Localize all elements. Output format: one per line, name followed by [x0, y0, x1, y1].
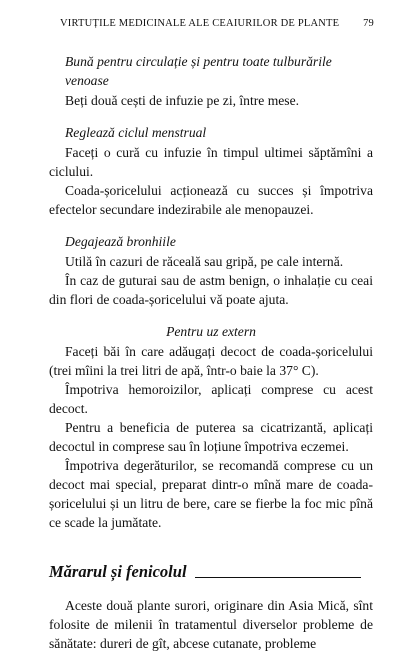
section-rule [195, 577, 361, 578]
subheading-circulation: Bună pentru circulație și pentru toate tulburările venoase [65, 54, 332, 88]
page-number: 79 [363, 18, 374, 29]
subheading-menstrual-cycle: Reglează ciclul menstrual [65, 125, 207, 140]
section-heading [49, 562, 373, 582]
paragraph: Coada-șoricelului acționează cu succes și împotriva efectelor secundare indezirabile ale menopauzei. [49, 183, 373, 217]
page-body [49, 52, 373, 653]
paragraph: Faceți băi în care adăugați decoct de coada-șoricelului (trei mîini la trei litri de apă, într-o baie la 37° C). [49, 344, 373, 378]
paragraph: Împotriva degerăturilor, se recomandă comprese cu un decoct mai special, preparat dintr-o mînă mare de coada-șoricelului și un litru de bere, care se fierbe la foc mic pînă ce scade la jumătate. [49, 458, 373, 530]
paragraph: Pentru a beneficia de puterea sa cicatrizantă, aplicați decoctul in comprese sau în loțiune împotriva eczemei. [49, 420, 373, 454]
subheading-bronchi: Degajează bronhiile [65, 234, 176, 249]
paragraph: Beți două cești de infuzie pe zi, între mese. [65, 93, 300, 108]
section-title: Mărarul și fenicolul [49, 562, 187, 581]
paragraph: Aceste două plante surori, originare din Asia Mică, sînt folosite de milenii în tratamentul diverselor probleme de sănătate: dureri de gît, abcese cutanate, probleme [49, 598, 373, 651]
paragraph: În caz de guturai sau de astm benign, o inhalație cu ceai din flori de coada-șoricelului vă poate ajuta. [49, 273, 373, 307]
running-header-title: VIRTUȚILE MEDICINALE ALE CEAIURILOR DE PLANTE [60, 18, 340, 29]
paragraph: Faceți o cură cu infuzie în timpul ultimei săptămîni a ciclului. [49, 145, 373, 179]
paragraph: Utilă în cazuri de răceală sau gripă, pe cale internă. [65, 254, 344, 269]
subheading-external-use: Pentru uz extern [166, 324, 256, 339]
paragraph: Împotriva hemoroizilor, aplicați comprese cu acest decoct. [49, 382, 373, 416]
